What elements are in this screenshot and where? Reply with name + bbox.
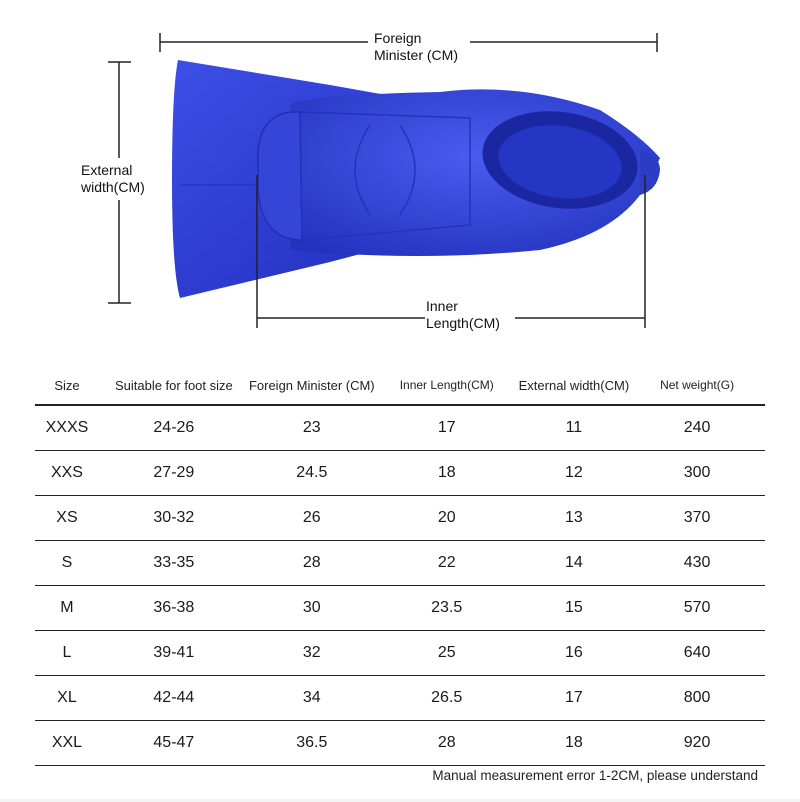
table-cell: 18 (375, 451, 519, 496)
header-net-weight: Net weight(G) (629, 366, 765, 405)
table-cell: XXS (35, 451, 99, 496)
table-cell: 240 (629, 405, 765, 451)
header-foot-size: Suitable for foot size (99, 366, 249, 405)
header-external-width: External width(CM) (519, 366, 630, 405)
table-cell: 13 (519, 496, 630, 541)
table-cell: 30 (249, 586, 375, 631)
table-cell: 920 (629, 721, 765, 766)
table-cell: 39-41 (99, 631, 249, 676)
table-cell: 24-26 (99, 405, 249, 451)
fin-diagram (0, 0, 800, 350)
table-cell: 11 (519, 405, 630, 451)
table-cell: 28 (249, 541, 375, 586)
table-row (35, 631, 765, 676)
table-header-row (35, 366, 765, 405)
header-inner-length: Inner Length(CM) (375, 366, 519, 405)
table-cell: 14 (519, 541, 630, 586)
table-cell: 570 (629, 586, 765, 631)
table-body (35, 405, 765, 766)
table-row (35, 721, 765, 766)
table-cell: 17 (519, 676, 630, 721)
table-cell: 20 (375, 496, 519, 541)
table-cell: 370 (629, 496, 765, 541)
table-cell: 640 (629, 631, 765, 676)
table-cell: 45-47 (99, 721, 249, 766)
table-cell: XXL (35, 721, 99, 766)
header-size: Size (35, 366, 99, 405)
table-cell: 16 (519, 631, 630, 676)
table-cell: 33-35 (99, 541, 249, 586)
table-cell: 800 (629, 676, 765, 721)
table-cell: 18 (519, 721, 630, 766)
table-cell: 25 (375, 631, 519, 676)
table-cell: 28 (375, 721, 519, 766)
table-cell: 36-38 (99, 586, 249, 631)
table-row (35, 676, 765, 721)
table-cell: 27-29 (99, 451, 249, 496)
table-cell: 24.5 (249, 451, 375, 496)
table-cell: 36.5 (249, 721, 375, 766)
table-row (35, 541, 765, 586)
table-row (35, 405, 765, 451)
table-row (35, 496, 765, 541)
table-cell: 23.5 (375, 586, 519, 631)
measurement-note: Manual measurement error 1-2CM, please understand (432, 768, 758, 783)
table-cell: XL (35, 676, 99, 721)
table-cell: 26 (249, 496, 375, 541)
table-cell: 12 (519, 451, 630, 496)
table-cell: 34 (249, 676, 375, 721)
table-cell: 26.5 (375, 676, 519, 721)
table-row (35, 586, 765, 631)
size-chart-table (35, 366, 765, 766)
table-row (35, 451, 765, 496)
table-cell: 30-32 (99, 496, 249, 541)
table-cell: 300 (629, 451, 765, 496)
external-width-label: External width(CM) (81, 162, 145, 195)
table-cell: 42-44 (99, 676, 249, 721)
header-foreign-minister: Foreign Minister (CM) (249, 366, 375, 405)
table-cell: XXXS (35, 405, 99, 451)
foreign-minister-label: Foreign Minister (CM) (374, 30, 458, 63)
table-cell: L (35, 631, 99, 676)
table-cell: M (35, 586, 99, 631)
table-cell: S (35, 541, 99, 586)
table-cell: 430 (629, 541, 765, 586)
table-cell: 23 (249, 405, 375, 451)
inner-length-label: Inner Length(CM) (426, 298, 500, 331)
table-cell: 22 (375, 541, 519, 586)
table-cell: 17 (375, 405, 519, 451)
table-cell: 15 (519, 586, 630, 631)
table-cell: 32 (249, 631, 375, 676)
table-cell: XS (35, 496, 99, 541)
